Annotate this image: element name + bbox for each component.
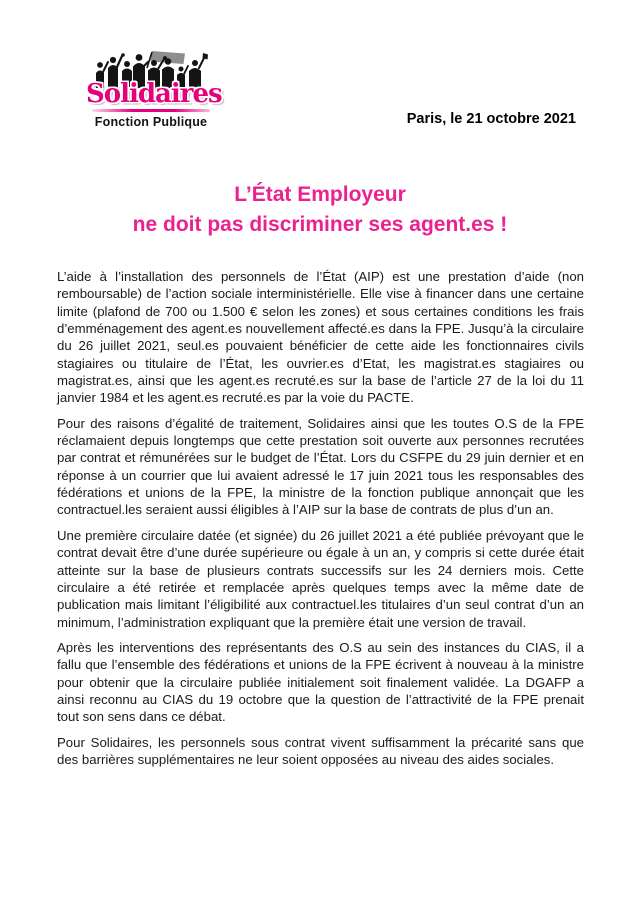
letter-body	[57, 268, 584, 776]
body-paragraph: Pour des raisons d’égalité de traitement, Solidaires ainsi que les toutes O.S de la FPE réclamaient depuis longtemps que cette prestation soit ouverte aux personnes recrutées par contrat et rémunérées sur le budget de l’État. Lors du CSFPE du 29 juin dernier et en réponse à un courrier que lui avaient adressé le 17 juin 2021 tous les responsables des fédérations et unions de la FPE, la ministre de la fonction publique annonçait que les contractuel.les seraient aussi éligibles à l’AIP sur la base de contrats de plus d’un an.	[57, 415, 584, 518]
solidaires-logo	[86, 50, 222, 129]
dateline: Paris, le 21 octobre 2021	[406, 111, 576, 127]
body-paragraph: Pour Solidaires, les personnels sous contrat vivent suffisamment la précarité sans que des barrières supplémentaires ne leur soient opposées au niveau des aides sociales.	[57, 734, 584, 767]
body-paragraph: Une première circulaire datée (et signée) du 26 juillet 2021 a été publiée prévoyant que le contrat devait être d’une durée supérieure ou égale à un an, y compris si cette durée était atteinte sur la base de plusieurs contrats successifs sur les 24 derniers mois. Cette circulaire a été retirée et remplacée après quelques temps avec la même date de publication mais limitant l’éligibilité aux contractuel.les titulaires d’un seul contrat d’un an minimum, l’administration expliquant que la première était une version de travail.	[57, 527, 584, 630]
logo-org-name: Solidaires	[86, 79, 222, 109]
logo-underline	[92, 109, 210, 112]
body-paragraph: Après les interventions des représentants des O.S au sein des instances du CIAS, il a fallu que l’ensemble des fédérations et unions de la FPE écrivent à nouveau à la ministre pour obtenir que la circulaire publiée initialement soit finalement validée. La DGAFP a ainsi reconnu au CIAS du 19 octobre que la question de l’attractivité de la FPE prenait tout son sens dans ce débat.	[57, 639, 584, 725]
body-paragraph: L’aide à l’installation des personnels de l’État (AIP) est une prestation d’aide (non remboursable) de l’action sociale interministérielle. Elle vise à financer dans une certaine limite (plafond de 700 ou 1.500 € selon les zones) et sous certaines conditions les frais d’emménagement des agent.es nouvellement affecté.es dans la FPE. Jusqu’à la circulaire du 26 juillet 2021, seul.es pouvaient bénéficier de cette aide les fonctionnaires civils stagiaires ou titulaire de l’État, les ouvrier.es d’Etat, les magistrat.es stagiaires ou magistrat.es, ainsi que les agent.es recruté.es sur la base de l’article 27 de la loi du 11 janvier 1984 et les agent.es recruté.es par la voie du PACTE.	[57, 269, 584, 406]
logo-org-subtitle: Fonction Publique	[94, 115, 208, 129]
title-line-2: ne doit pas discriminer ses agent.es !	[132, 213, 508, 236]
document-title	[0, 180, 640, 240]
title-line-1: L’État Employeur	[234, 183, 406, 206]
